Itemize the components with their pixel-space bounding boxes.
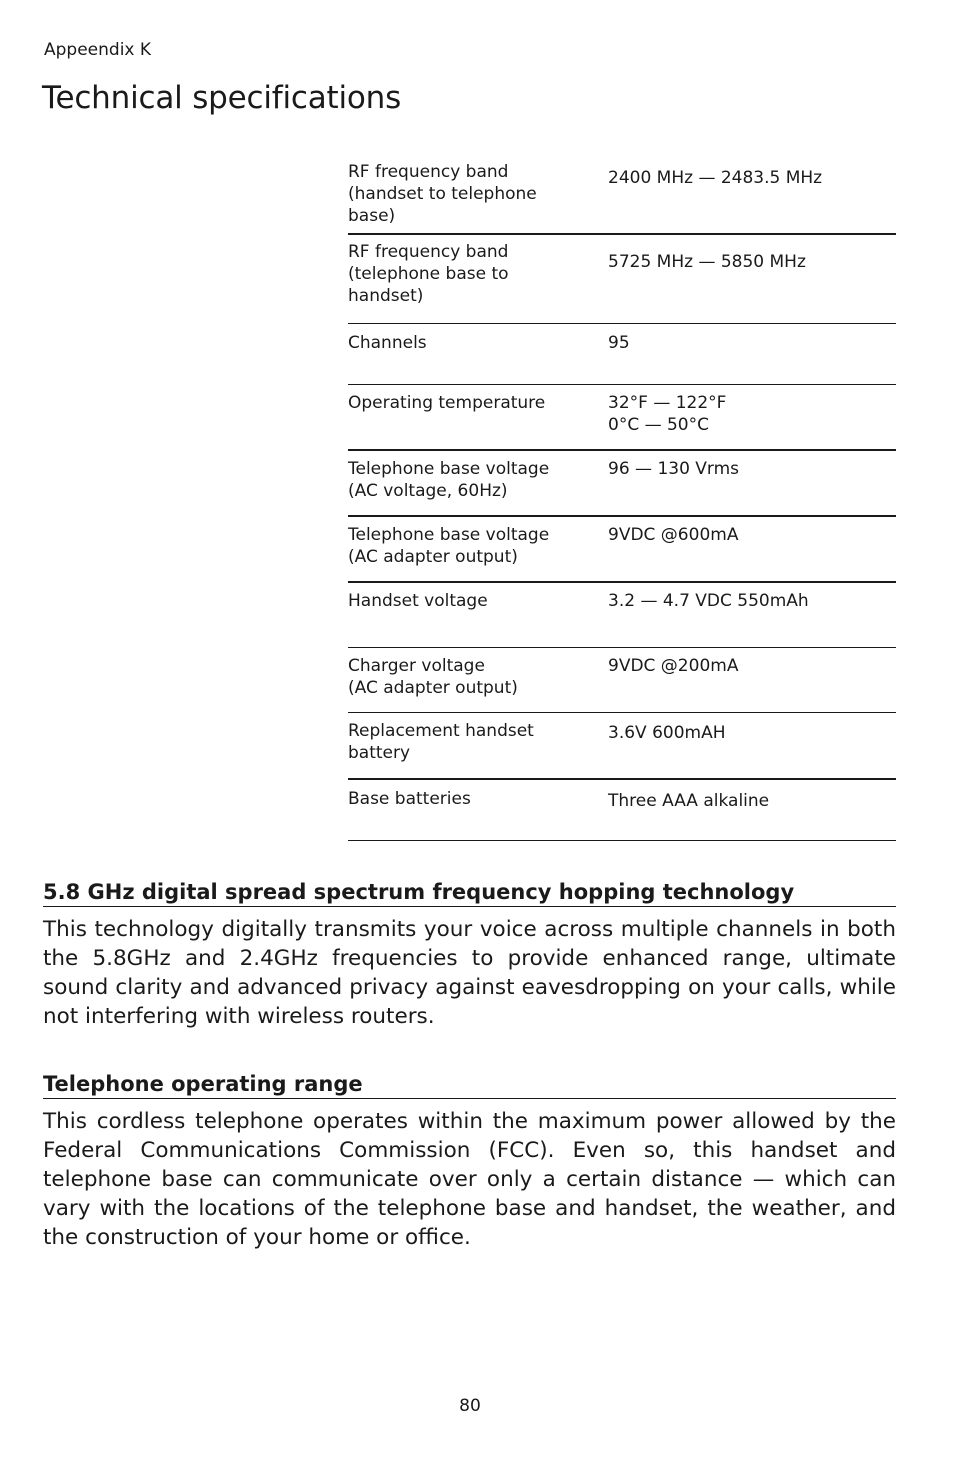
- spec-value: 96 — 130 Vrms: [608, 459, 740, 479]
- section-body: This cordless telephone operates within the maximum power allowed by the Federal Communications Commission (FCC). Even so, this handset and telephone base can communicate over only a certain distance — which can vary with the locations of the telephone base and handset, the weather, and the construction of your home or office.: [43, 1109, 896, 1250]
- spec-label: Handset voltage: [348, 591, 488, 611]
- spec-row: [348, 582, 896, 648]
- spec-label: Base batteries: [348, 789, 471, 809]
- spec-value: 3.2 — 4.7 VDC 550mAh: [608, 591, 809, 611]
- spec-row: [348, 648, 896, 713]
- spec-label: Channels: [348, 333, 427, 353]
- spec-label: Telephone base voltage (AC adapter output): [348, 525, 550, 567]
- spec-row: [348, 450, 896, 516]
- section-operating-range: [43, 1072, 896, 1252]
- spec-value: Three AAA alkaline: [608, 791, 770, 811]
- spec-row: [348, 385, 896, 451]
- section-body: This technology digitally transmits your voice across multiple channels in both the 5.8GHz and 2.4GHz frequencies to provide enhanced range, ultimate sound clarity and advanced privacy against eavesdropping on your calls, while not interfering with wireless routers.: [43, 917, 896, 1029]
- section-heading: 5.8 GHz digital spread spectrum frequency hopping technology: [43, 880, 896, 907]
- spec-value: 9VDC @600mA: [608, 525, 739, 545]
- spec-row: [348, 324, 896, 385]
- spec-row: [348, 516, 896, 582]
- spec-label: RF frequency band (telephone base to handset): [348, 242, 509, 306]
- spec-value: 3.6V 600mAH: [608, 723, 726, 743]
- spec-label: Telephone base voltage (AC voltage, 60Hz): [348, 459, 550, 501]
- section-frequency-hopping: [43, 880, 896, 1031]
- spec-label: Charger voltage (AC adapter output): [348, 656, 518, 698]
- section-heading: Telephone operating range: [43, 1072, 896, 1099]
- spec-value: 32°F — 122°F 0°C — 50°C: [608, 393, 727, 435]
- page-title: Technical specifications: [42, 80, 402, 116]
- spec-table: [348, 155, 896, 841]
- spec-value: 2400 MHz — 2483.5 MHz: [608, 168, 823, 188]
- appendix-label: Appeendix K: [44, 40, 152, 60]
- page-number: 80: [459, 1396, 481, 1416]
- spec-label: Replacement handset battery: [348, 721, 534, 763]
- spec-value: 9VDC @200mA: [608, 656, 739, 676]
- spec-label: Operating temperature: [348, 393, 546, 413]
- spec-row: [348, 234, 896, 324]
- spec-row: [348, 155, 896, 234]
- spec-value: 5725 MHz — 5850 MHz: [608, 252, 806, 272]
- spec-row: [348, 779, 896, 841]
- spec-row: [348, 713, 896, 780]
- spec-label: RF frequency band (handset to telephone base): [348, 162, 537, 226]
- spec-value: 95: [608, 333, 630, 353]
